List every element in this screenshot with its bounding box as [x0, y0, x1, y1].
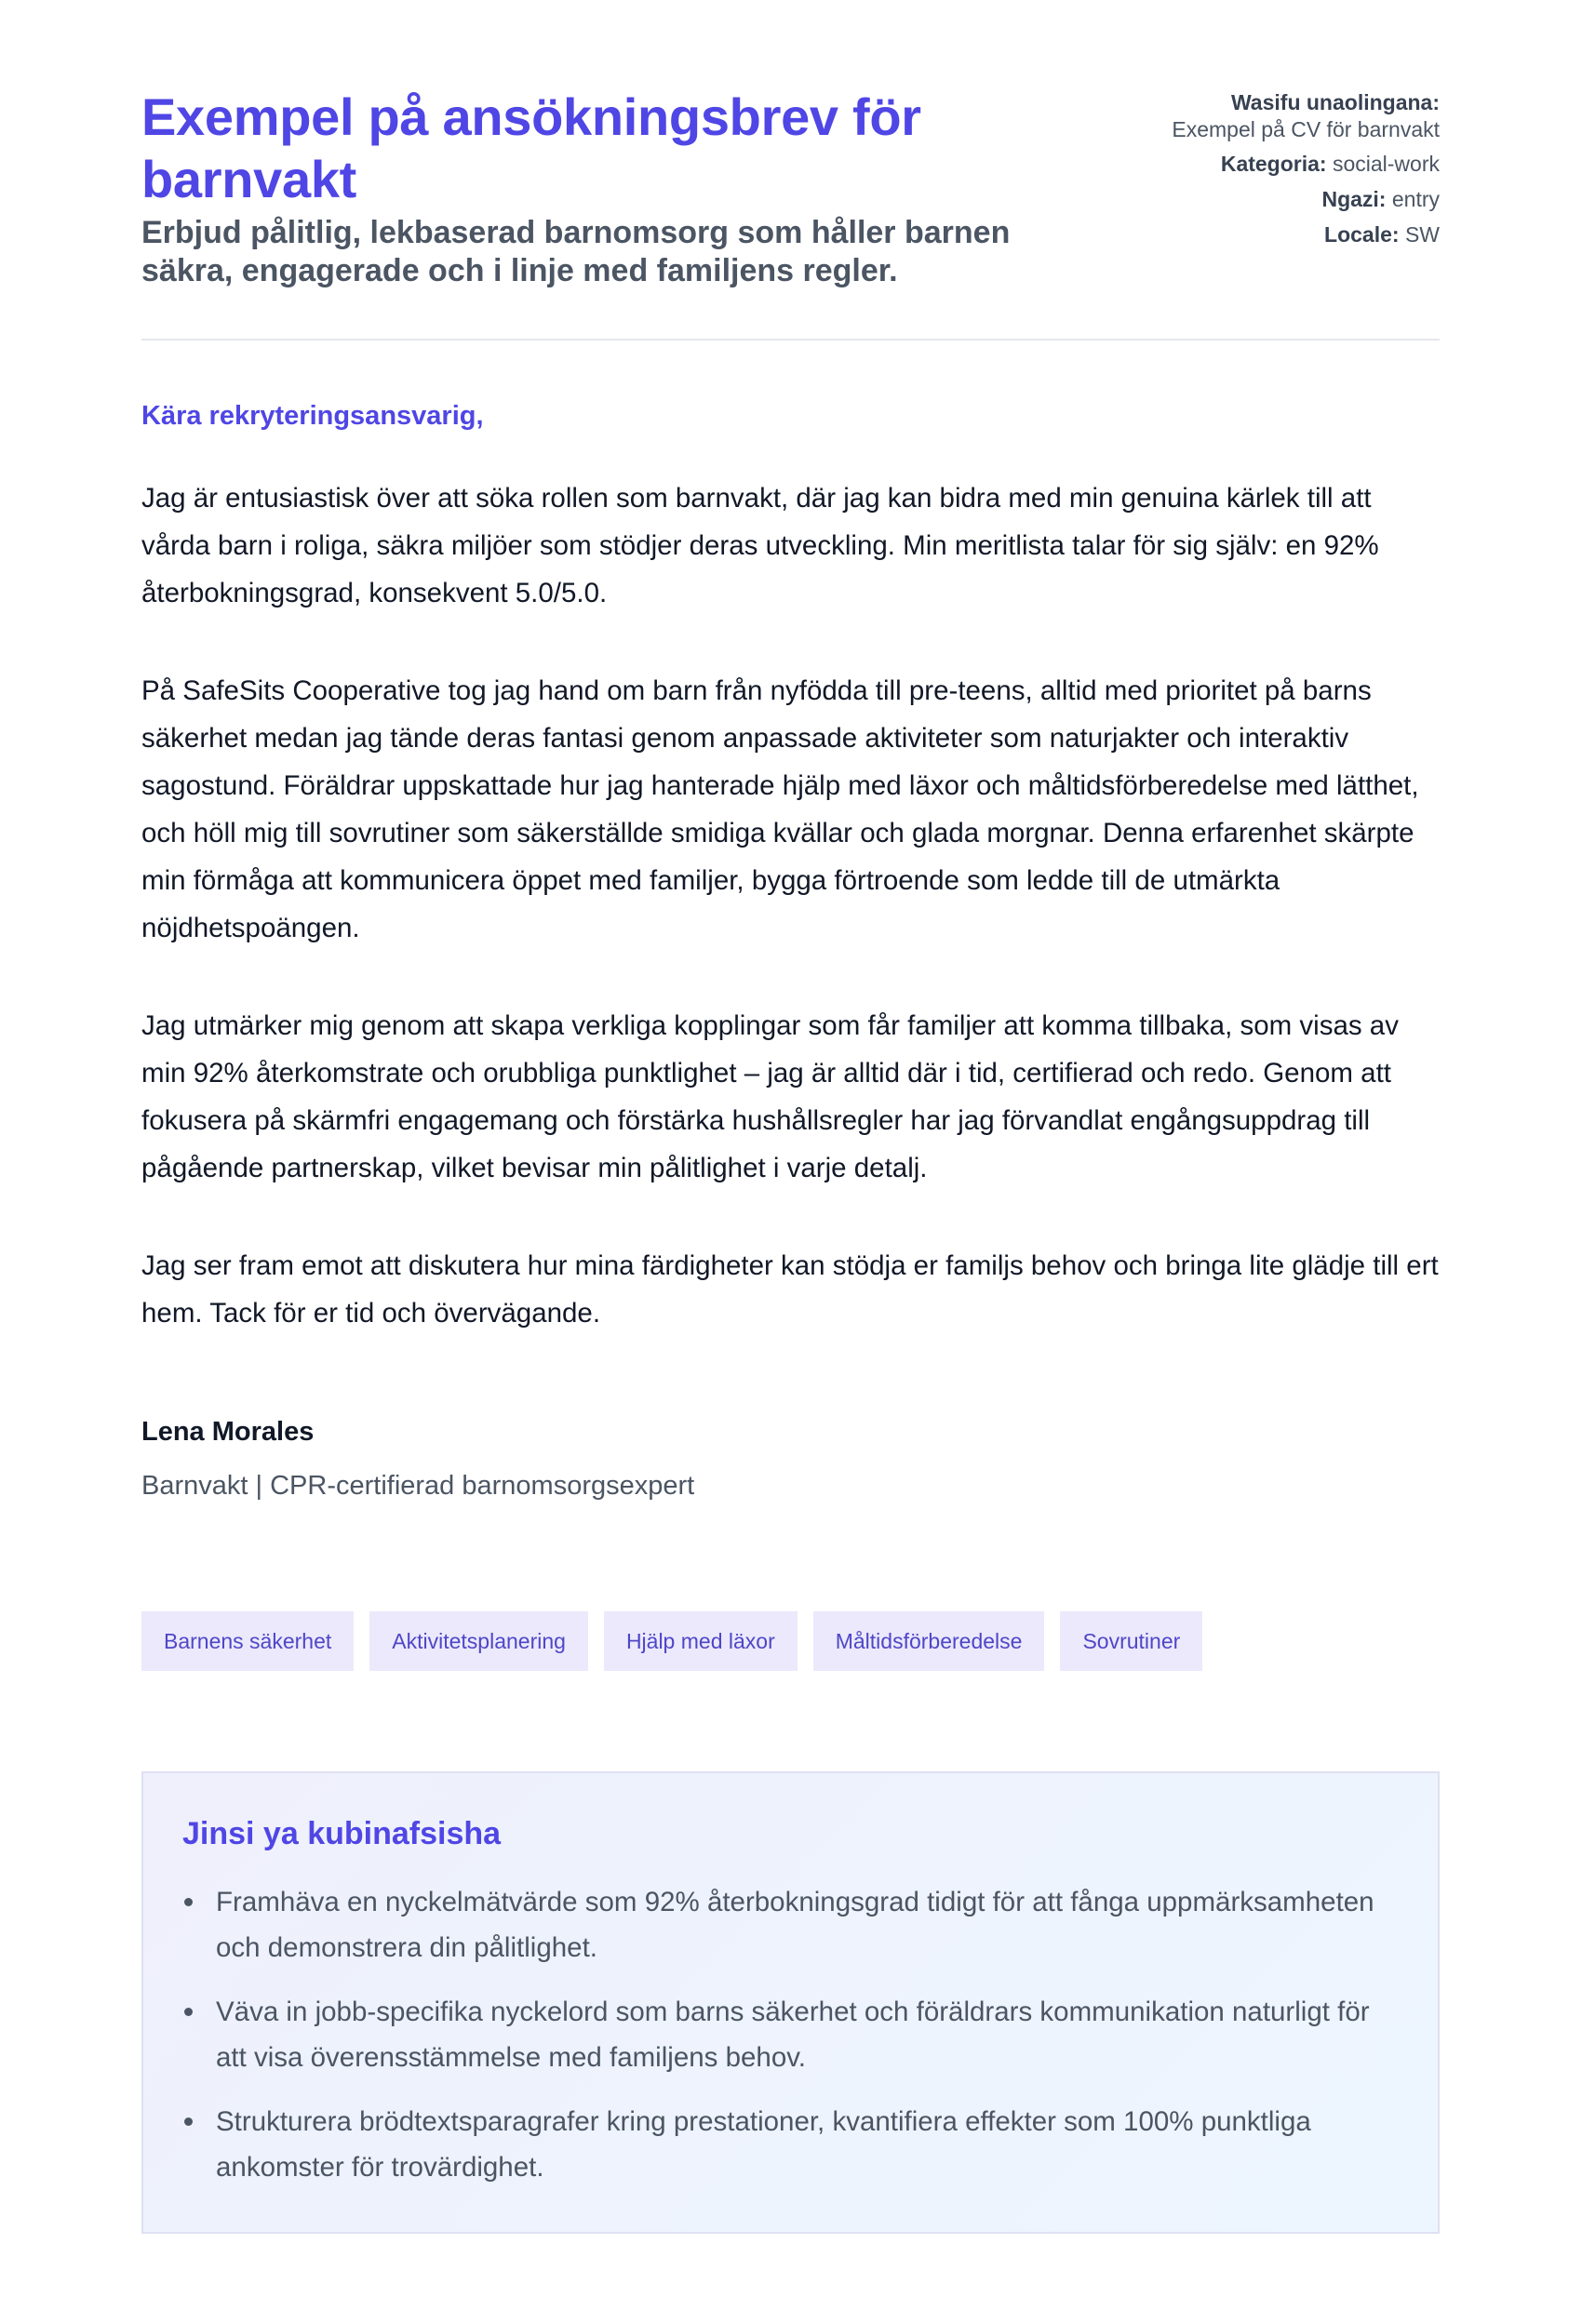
tip-item	[182, 1879, 1399, 1970]
signature-title: Barnvakt | CPR-certifierad barnomsorgsexpert	[141, 1471, 695, 1501]
meta-level-label: Ngazi:	[1321, 187, 1387, 211]
meta-locale-label: Locale:	[1324, 222, 1400, 247]
skill-tag: Aktivitetsplanering	[369, 1611, 588, 1671]
meta-panel	[1160, 89, 1440, 257]
page-header	[141, 0, 1440, 341]
tip-item	[182, 2099, 1399, 2190]
meta-locale	[1160, 221, 1440, 248]
letter-paragraph: Jag ser fram emot att diskutera hur mina färdigheter kan stödja er familjs behov och bringa lite glädje till ert hem. Tack för er tid och övervägande.	[141, 1250, 1439, 1329]
signature-block	[141, 1414, 694, 1503]
letter-paragraph: Jag utmärker mig genom att skapa verkliga kopplingar som får familjer att komma tillbaka, som visas av min 92% återkomstrate och orubbliga punktlighet – jag är alltid där i tid, certifierad och redo. Genom att fokusera på skärmfri engagemang och förstärka hushållsregler har jag förvandlat engångsuppdrag till pågående partnerskap, vilket bevisar min pålitlighet i varje detalj.	[141, 1010, 1399, 1183]
signature-name: Lena Morales	[141, 1417, 315, 1447]
meta-level-value: entry	[1391, 187, 1440, 211]
meta-locale-value: SW	[1404, 222, 1440, 247]
tip-text: Väva in jobb-specifika nyckelord som barns säkerhet och föräldrars kommunikation naturligt för att visa överensstämmelse med familjens behov.	[216, 1997, 1370, 2073]
meta-related-label: Wasifu unaolingana:	[1230, 90, 1440, 114]
page-title: Exempel på ansökningsbrev för barnvakt	[141, 87, 921, 208]
meta-related-value[interactable]: Exempel på CV för barnvakt	[1172, 117, 1440, 141]
letter-paragraph: På SafeSits Cooperative tog jag hand om barn från nyfödda till pre-teens, alltid med prioritet på barns säkerhet medan jag tände deras fantasi genom anpassade aktiviteter som naturjakter och interaktiv sagostund. Föräldrar uppskattade hur jag hanterade hjälp med läxor och måltidsförberedelse med lätthet, och höll mig till sovrutiner som säkerställde smidiga kvällar och glada morgnar. Denna erfarenhet skärpte min förmåga att kommunicera öppet med familjer, bygga förtroende som ledde till de utmärkta nöjdhetspoängen.	[141, 675, 1419, 943]
tips-list	[182, 1879, 1399, 2190]
title-block	[141, 86, 1072, 290]
skill-tag: Hjälp med läxor	[604, 1611, 798, 1671]
bullet-icon	[184, 2008, 193, 2016]
tips-heading: Jinsi ya kubinafsisha	[182, 1816, 502, 1851]
letter-body	[141, 474, 1440, 1387]
letter-paragraph: Jag är entusiastisk över att söka rollen som barnvakt, där jag kan bidra med min genuina kärlek till att vårda barn i roliga, säkra miljöer som stödjer deras utveckling. Min meritlista talar för sig själv: en 92% återbokningsgrad, konsekvent 5.0/5.0.	[141, 483, 1379, 608]
tip-text: Strukturera brödtextsparagrafer kring prestationer, kvantifiera effekter som 100% punktliga ankomster för trovärdighet.	[216, 2106, 1311, 2183]
meta-category	[1160, 151, 1440, 178]
customization-tips-box	[141, 1771, 1440, 2234]
skill-tags	[141, 1611, 1202, 1671]
meta-related-resume	[1160, 89, 1440, 143]
cover-letter-page	[141, 0, 1440, 2183]
bullet-icon	[184, 2117, 193, 2126]
meta-level	[1160, 186, 1440, 213]
skill-tag: Barnens säkerhet	[141, 1611, 354, 1671]
skill-tag: Sovrutiner	[1060, 1611, 1202, 1671]
meta-category-value: social-work	[1332, 152, 1440, 176]
page-subtitle: Erbjud pålitlig, lekbaserad barnomsorg som håller barnen säkra, engagerade och i linje med familjens regler.	[141, 215, 1011, 288]
tip-text: Framhäva en nyckelmätvärde som 92% återbokningsgrad tidigt för att fånga uppmärksamheten och demonstrera din pålitlighet.	[216, 1887, 1374, 1963]
meta-category-label: Kategoria:	[1220, 152, 1327, 176]
tip-item	[182, 1989, 1399, 2080]
bullet-icon	[184, 1898, 193, 1906]
letter-salutation: Kära rekryteringsansvarig,	[141, 401, 484, 431]
skill-tag: Måltidsförberedelse	[813, 1611, 1045, 1671]
